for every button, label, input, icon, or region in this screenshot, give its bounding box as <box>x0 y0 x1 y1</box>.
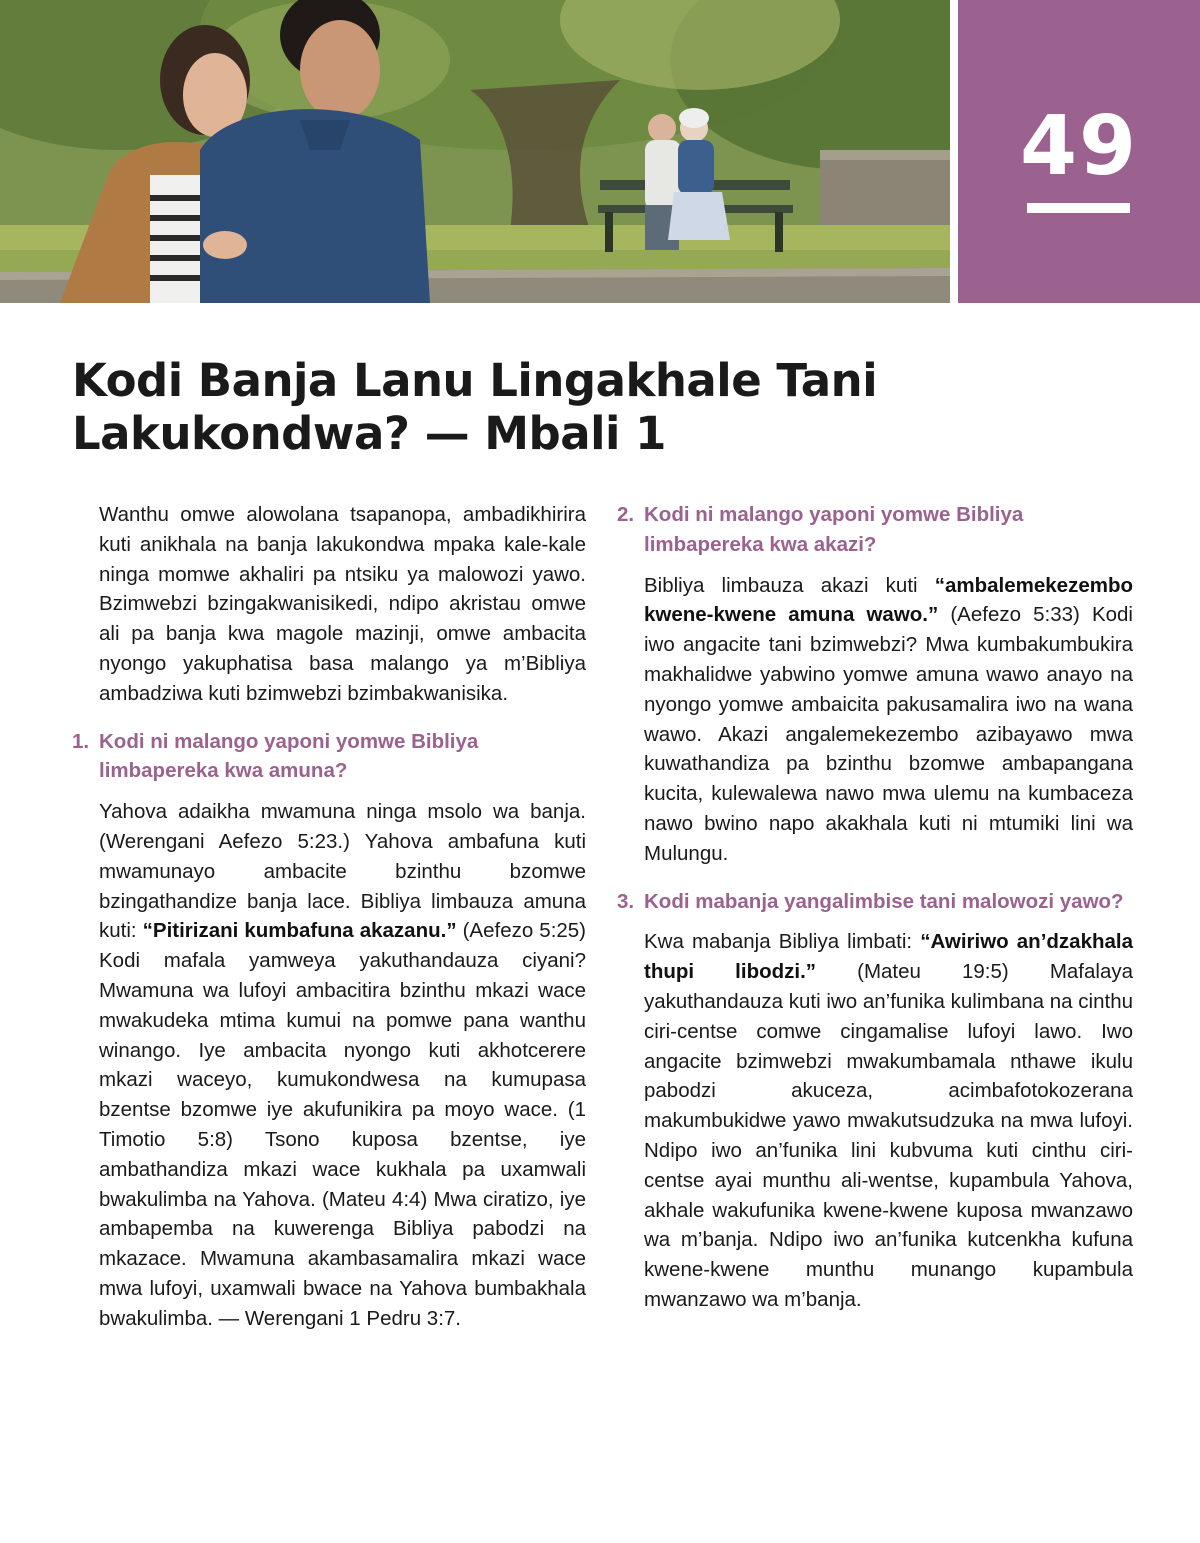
left-column <box>72 500 586 1352</box>
section-3-paragraph <box>617 927 1133 1314</box>
question-heading-2 <box>617 500 1133 560</box>
text: (Aefezo 5:25) Kodi mafala yamweya yakuthandauza ciyani? Mwamuna wa lufoyi ambacitira bzinthu mkazi wace mwakudeka mtima kumui na pomwe pana wanthu winango. Iye ambacita nyongo kuti akhotcerere mkazi waceyo, kumukondwesa na kumupasa bzentse bzomwe iye akufunikira pa moyo wace. (1 Timotio 5:8) Tsono kuposa bzentse, iye ambathandiza mkazi wace kukhala pa uxamwali bwakulimba na Yahova. (Mateu 4:4) Mwa ciratizo, iye ambapemba na kuwerenga Bibliya pabodzi na mkazace. Mwamuna akambasamalira mkazi wace mwa lufoyi, uxamwali bwace na Yahova bumbakhala bwakulimba. — Werengani 1 Pedru 3:7. <box>99 919 587 1330</box>
section-2-paragraph <box>617 571 1133 869</box>
question-text: Kodi ni malango yaponi yomwe Bibliya limbapereka kwa akazi? <box>644 503 1024 556</box>
question-number: 3. <box>617 889 635 913</box>
question-text: Kodi ni malango yaponi yomwe Bibliya limbapereka kwa amuna? <box>99 729 479 783</box>
text: Yahova adaikha mwamuna ninga msolo wa banja. (Werengani Aefezo 5:23.) Yahova ambafuna kuti mwamunayo ambacite bzinthu bzomwe bzingathandize banja lace. Bibliya limbauza amuna kuti: <box>99 800 586 943</box>
question-text: Kodi mabanja yangalimbise tani malowozi yawo? <box>644 889 1124 913</box>
question-number: 2. <box>617 503 635 526</box>
text: Bibliya limbauza akazi kuti <box>644 573 935 597</box>
intro-paragraph: Wanthu omwe alowolana tsapanopa, ambadikhirira kuti anikhala na banja lakukondwa mpaka kale-kale ninga momwe akhaliri pa ntsiku ya malowozi yawo. Bzimwebzi bzingakwanisikedi, ndipo akristau omwe ali pa banja kwa magole mazinji, omwe ambacita nyongo yakuphatisa basa malango ya m’Bibliya ambadziwa kuti bzimwebzi bzimbakwanisika. <box>99 503 586 705</box>
lesson-number-badge <box>958 0 1200 303</box>
text: Kwa mabanja Bibliya limbati: <box>644 930 921 954</box>
page-title: Kodi Banja Lanu Lingakhale Tani Lakukondwa? — Mbali 1 <box>72 354 878 460</box>
scripture-quote: “Awiriwo an’dzakhala thupi libodzi.” <box>644 930 1133 984</box>
lesson-number-underline <box>1027 203 1130 213</box>
text: (Mateu 19:5) Mafalaya yakuthandauza kuti iwo an’funika kulimbana na cinthu ciri-centse comwe cingamalise lufoyi lawo. Iwo angacite bzimwebzi mwakumbamala nthawe ikulu pabodzi akuceza, acimbafotokozerana makumbukidwe yawo mwakutsudzuka na mwa lufoyi. Ndipo iwo an’funika lini kubvuma kuti cinthu ciri-centse ayai munthu ali-wentse, kupambula Yahova, akhale wakufunika kwene-kwene kuposa mwanzawo wa m’banja. Ndipo iwo an’funika kutcenkha kufuna kwene-kwene munthu munango kupambula mwanzawo wa m’banja. <box>644 960 1133 1311</box>
park-scene-illustration <box>0 0 950 303</box>
lesson-number: 49 <box>1019 99 1139 194</box>
question-number: 1. <box>72 729 90 753</box>
text: (Aefezo 5:33) Kodi iwo angacite tani bzimwebzi? Mwa kumbakumbukira makhalidwe yabwino yomwe amuna wawo anayo na nyongo yomwe ambaicita pakusamalira iwo na wana wawo. Akazi angalemekezembo azibayawo mwa kuwathandiza pa bzinthu bzomwe ambapangana kucita, kulewalewa nawo mwa ulemu na kumbaceza nawo bwino napo akakhala kuti ni mtumiki lini wa Mulungu. <box>644 603 1133 865</box>
question-heading-3 <box>617 887 1133 917</box>
section-1-paragraph <box>72 797 586 1333</box>
hero-photo <box>0 0 950 303</box>
right-column <box>617 500 1133 1333</box>
scripture-quote: “ambalemekezembo kwene-kwene amuna wawo.” <box>644 573 1133 627</box>
scripture-quote: “Pitirizani kumbafuna akazanu.” <box>142 919 457 943</box>
question-heading-1 <box>72 727 586 787</box>
